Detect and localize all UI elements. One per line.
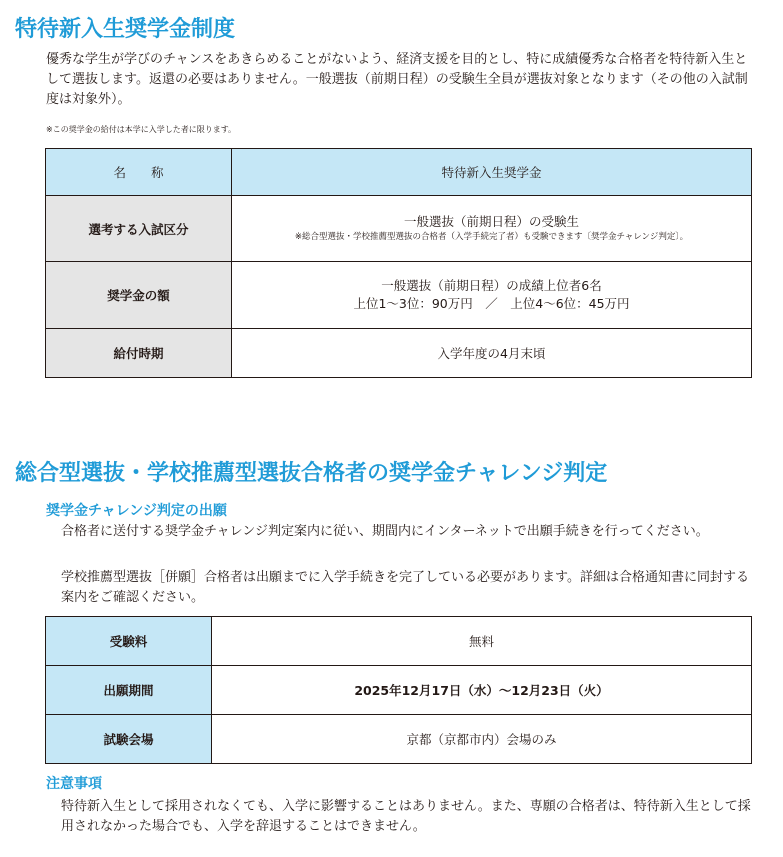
section-title-challenge: 総合型選抜・学校推薦型選抜合格者の奨学金チャレンジ判定 xyxy=(15,461,608,486)
application-para-1: 合格者に送付する奨学金チャレンジ判定案内に従い、期間内にインターネットで出願手続きを行ってください。 xyxy=(61,524,709,539)
row-label-payment-timing: 給付時期 xyxy=(46,329,232,378)
row-label-amount: 奨学金の額 xyxy=(46,262,232,329)
challenge-table xyxy=(45,616,752,764)
scholarship-table xyxy=(45,148,752,378)
scholarship-intro: 優秀な学生が学びのチャンスをあきらめることがないよう、経済支援を目的とし、特に成績優秀な合格者を特待新入生として選抜します。返還の必要はありません。一般選抜（前期日程）の受験生全員が選抜対象となります（その他の入試制度は対象外）。 xyxy=(46,52,748,107)
amount-line-2: 上位1〜3位：90万円 ／ 上位4〜6位：45万円 xyxy=(353,296,630,311)
exam-category-main: 一般選抜（前期日程）の受験生 xyxy=(403,214,579,229)
row-label-venue: 試験会場 xyxy=(46,715,212,764)
row-label-exam-category: 選考する入試区分 xyxy=(46,196,232,262)
exam-category-note: ※総合型選抜・学校推薦型選抜の合格者（入学手続完了者）も受験できます〔奨学金チャレンジ判定〕。 xyxy=(294,232,689,242)
row-value-period: 2025年12月17日（水）〜12月23日（火） xyxy=(212,666,752,715)
row-value-amount xyxy=(232,262,752,329)
notes-para: 特待新入生として採用されなくても、入学に影響することはありません。また、専願の合格者は、特待新入生として採用されなかった場合でも、入学を辞退することはできません。 xyxy=(61,799,751,834)
row-value-payment-timing: 入学年度の4月末頃 xyxy=(232,329,752,378)
table-row xyxy=(46,666,752,715)
table-row xyxy=(46,329,752,378)
table-row xyxy=(46,617,752,666)
table-header-row xyxy=(46,149,752,196)
application-para-2: 学校推薦型選抜［併願］合格者は出願までに入学手続きを完了している必要があります。詳細は合格通知書に同封する案内をご確認ください。 xyxy=(61,570,749,605)
row-value-fee: 無料 xyxy=(212,617,752,666)
row-label-period: 出願期間 xyxy=(46,666,212,715)
section-title-scholarship: 特待新入生奨学金制度 xyxy=(15,17,236,42)
subheading-notes: 注意事項 xyxy=(46,776,102,792)
subheading-application: 奨学金チャレンジ判定の出願 xyxy=(46,503,227,519)
amount-line-1: 一般選抜（前期日程）の成績上位者6名 xyxy=(381,278,602,293)
table-row xyxy=(46,262,752,329)
table-row xyxy=(46,715,752,764)
row-label-fee: 受験料 xyxy=(46,617,212,666)
table-row xyxy=(46,196,752,262)
table-header-label: 名 称 xyxy=(46,149,232,196)
table-header-value: 特待新入生奨学金 xyxy=(232,149,752,196)
scholarship-note: ※この奨学金の給付は本学に入学した者に限ります。 xyxy=(46,125,237,134)
row-value-exam-category xyxy=(232,196,752,262)
row-value-venue: 京都（京都市内）会場のみ xyxy=(212,715,752,764)
